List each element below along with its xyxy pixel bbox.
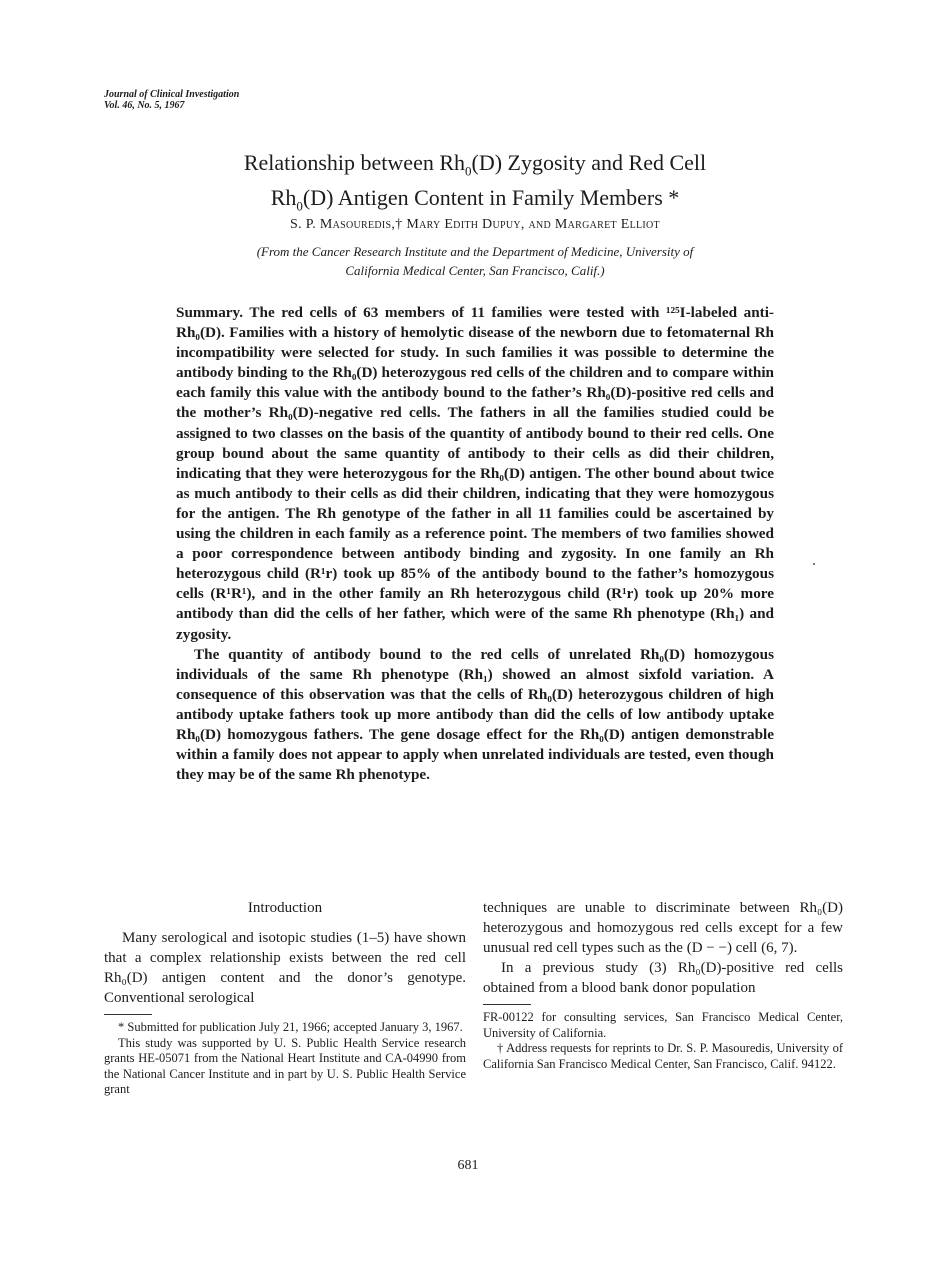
author-list: S. P. Masouredis,† Mary Edith Dupuy, and Margaret Elliot (290, 217, 660, 232)
right-column (483, 898, 843, 1072)
title-line-1: Relationship between $Rh_0(D)$ Zygosity and Red Cell (243, 150, 707, 179)
left-column (104, 898, 466, 1098)
intro-paragraph-1: Many serological and isotopic studies (1–5) have shown that a complex relationship exists between the red cell Rh₀(D) antigen content and the donor’s genotype. Conventional serological (104, 930, 466, 1006)
abstract-summary (176, 303, 774, 785)
summary-paragraph-2: The quantity of antibody bound to the red cells of unrelated Rh₀(D) homozygous individuals of the same Rh phenotype (Rh₁) showed an almost sixfold variation. A consequence of this observation was that the cells of Rh₀(D) heterozygous children of high antibody uptake fathers took up more antibody than did the cells of low antibody uptake Rh₀(D) homozygous fathers. The gene dosage effect for the Rh₀(D) antigen demonstrable within a family does not appear to apply when unrelated individuals are tested, even though they may be of the same Rh phenotype. (176, 645, 774, 784)
affiliation: (From the Cancer Research Institute and the Department of Medicine, University of California Medical Center, San Francisco, Calif.) (256, 244, 694, 278)
title-line-2: $Rh_0(D)$ Antigen Content in Family Members * (270, 185, 680, 214)
summary-paragraph-1: Summary. The red cells of 63 members of 11 families were tested with ¹²⁵I-labeled anti-Rh₀(D). Families with a history of hemolytic disease of the newborn due to fetomaternal Rh incompatibility were selected for study. In such families it was possible to determine the antibody binding to the Rh₀(D) heterozygous red cells of the children and to compare within each family this value with the antibody bound to the father’s Rh₀(D)-positive red cells and the mother’s Rh₀(D)-negative red cells. The fathers in all the families studied could be assigned to two classes on the basis of the quantity of antibody bound to their red cells. One group bound about the same quantity of antibody to their cells as did their children, indicating that they were heterozygous for the Rh₀(D) antigen. The other bound about twice as much antibody to their cells as did their children, indicating that they were homozygous for the antigen. The Rh genotype of the father in all 11 families could be ascertained by using the children in each family as a reference point. The members of two families showed a poor correspondence between antibody binding and zygosity. In one family an Rh heterozygous child (R¹r) took up 85% of the antibody bound to the father’s homozygous cells (R¹R¹), and in the other family an Rh heterozygous child (R¹r) took up 20% more antibody than did the cells of her father, which were of the same Rh phenotype (Rh₁) and zygosity. (176, 304, 774, 643)
journal-volume: Vol. 46, No. 5, 1967 (104, 100, 185, 111)
intro-paragraph-2: In a previous study (3) Rh₀(D)-positive red cells obtained from a blood bank donor population (483, 960, 843, 996)
page-number: 681 (457, 1158, 479, 1173)
footnote-funding: This study was supported by U. S. Public Health Service research grants HE-05071 from the National Heart Institute and CA-04990 from the National Cancer Institute and in part by U. S. Public Health Service grant (104, 1035, 466, 1097)
journal-name: Journal of Clinical Investigation (104, 89, 240, 100)
paper-title (150, 149, 800, 220)
stray-mark (813, 563, 815, 565)
footnote-divider (483, 1004, 531, 1005)
journal-citation (104, 89, 239, 111)
footnote-divider (104, 1014, 152, 1015)
footnote-address: † Address requests for reprints to Dr. S. P. Masouredis, University of California San Francisco Medical Center, San Francisco, Calif. 94122. (483, 1041, 843, 1071)
intro-paragraph-1-continued: techniques are unable to discriminate between Rh₀(D) heterozygous and homozygous red cells except for a few unusual red cell types such as the (D − −) cell (6, 7). (483, 900, 843, 956)
section-heading-introduction: Introduction (247, 900, 323, 916)
footnote-submission: * Submitted for publication July 21, 1966; accepted January 3, 1967. (118, 1020, 463, 1034)
footnote-funding-continued: FR-00122 for consulting services, San Francisco Medical Center, University of California. (483, 1010, 843, 1040)
